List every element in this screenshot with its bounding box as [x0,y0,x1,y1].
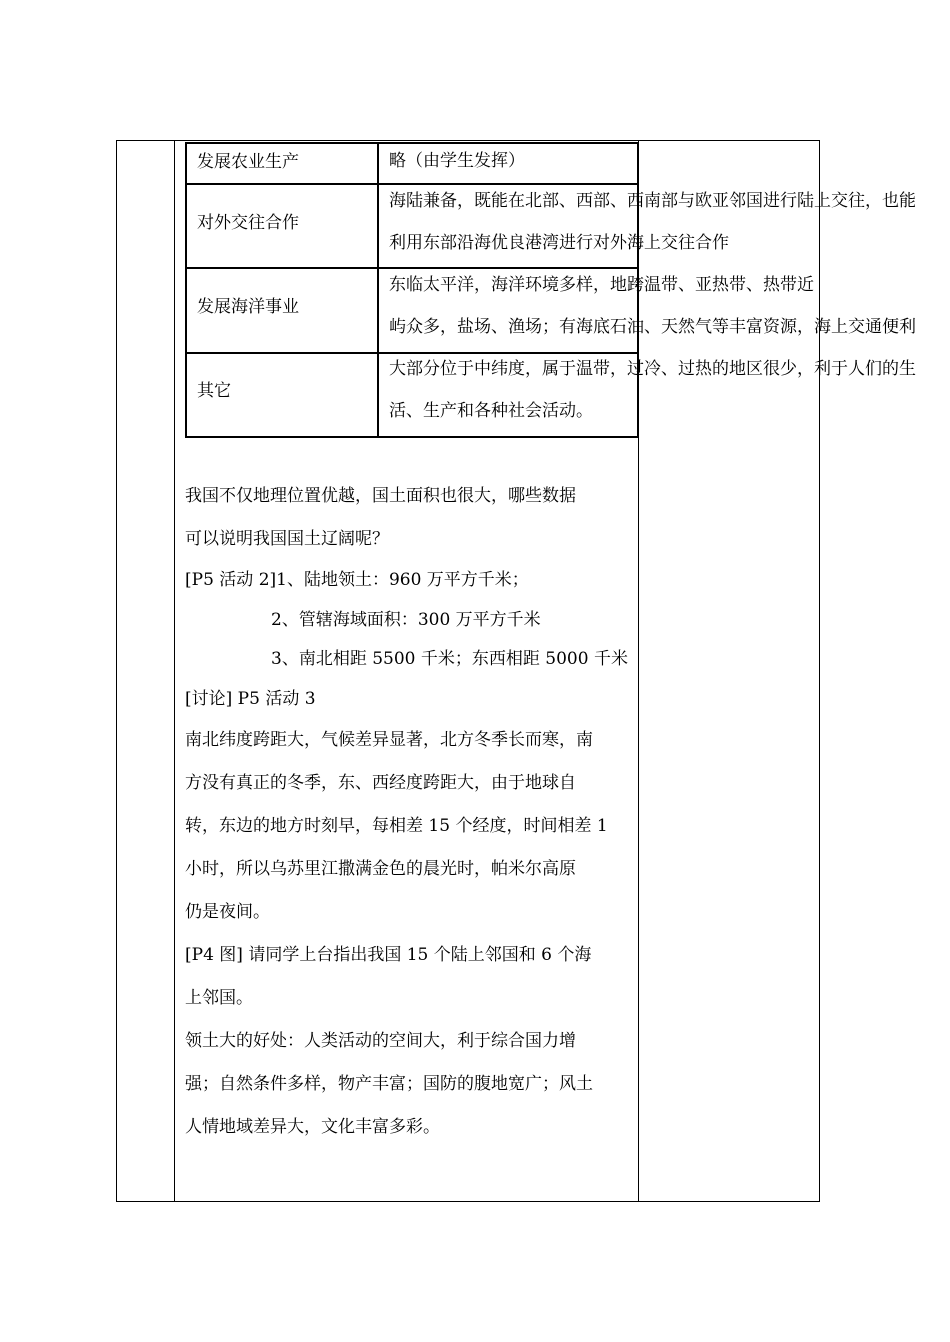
row-value-marine-line2: 屿众多，盐场、渔场；有海底石油、天然气等丰富资源，海上交通便利 [389,317,916,337]
benefits-paragraph-line: 强；自然条件多样，物产丰富；国防的腹地宽广；风土 [185,1074,593,1094]
activity-answer-line: 3、南北相距 5500 千米；东西相距 5000 千米 [271,649,628,669]
discussion-heading: [讨论] P5 活动 3 [185,688,316,709]
row-label-marine: 发展海洋事业 [197,297,299,317]
activity-answer-line: 2、管辖海域面积：300 万平方千米 [271,609,541,630]
column-divider-1 [174,140,175,1202]
discussion-paragraph-line: 南北纬度跨距大，气候差异显著，北方冬季长而寒，南 [185,730,593,750]
row-value-foreign-exchange-line1: 海陆兼备，既能在北部、西部、西南部与欧亚邻国进行陆上交往，也能 [389,191,916,211]
advantages-table [185,142,916,438]
row-value-other-line1: 大部分位于中纬度，属于温带，过冷、过热的地区很少，利于人们的生 [389,359,916,379]
discussion-paragraph-line: 转，东边的地方时刻早，每相差 15 个经度，时间相差 1 [185,816,608,836]
discussion-paragraph-line: 仍是夜间。 [185,902,270,922]
discussion-paragraph-line: 方没有真正的冬季，东、西经度跨距大，由于地球自 [185,773,576,793]
map-activity-line: [P4 图] 请同学上台指出我国 15 个陆上邻国和 6 个海 [185,945,592,965]
question-line: 可以说明我国国土辽阔呢？ [185,529,389,549]
activity-answer-line: [P5 活动 2]1、陆地领土：960 万平方千米； [185,570,529,590]
question-line: 我国不仅地理位置优越，国土面积也很大，哪些数据 [185,486,576,506]
row-value-foreign-exchange-line2: 利用东部沿海优良港湾进行对外海上交往合作 [389,233,729,253]
row-value-marine-line1: 东临太平洋，海洋环境多样，地跨温带、亚热带、热带近 [389,275,814,295]
inner-column-divider [377,144,379,436]
row-value-other-line2: 活、生产和各种社会活动。 [389,401,593,421]
row-value-agriculture: 略（由学生发挥） [389,151,525,171]
row-label-agriculture: 发展农业生产 [197,152,299,172]
row-label-foreign-exchange: 对外交往合作 [197,213,299,233]
benefits-paragraph-line: 领土大的好处：人类活动的空间大，利于综合国力增 [185,1031,576,1051]
row-label-other: 其它 [197,381,231,401]
map-activity-line: 上邻国。 [185,988,253,1008]
benefits-paragraph-line: 人情地域差异大，文化丰富多彩。 [185,1117,440,1137]
lesson-body [185,475,633,1149]
discussion-paragraph-line: 小时，所以乌苏里江撒满金色的晨光时，帕米尔高原 [185,859,576,879]
